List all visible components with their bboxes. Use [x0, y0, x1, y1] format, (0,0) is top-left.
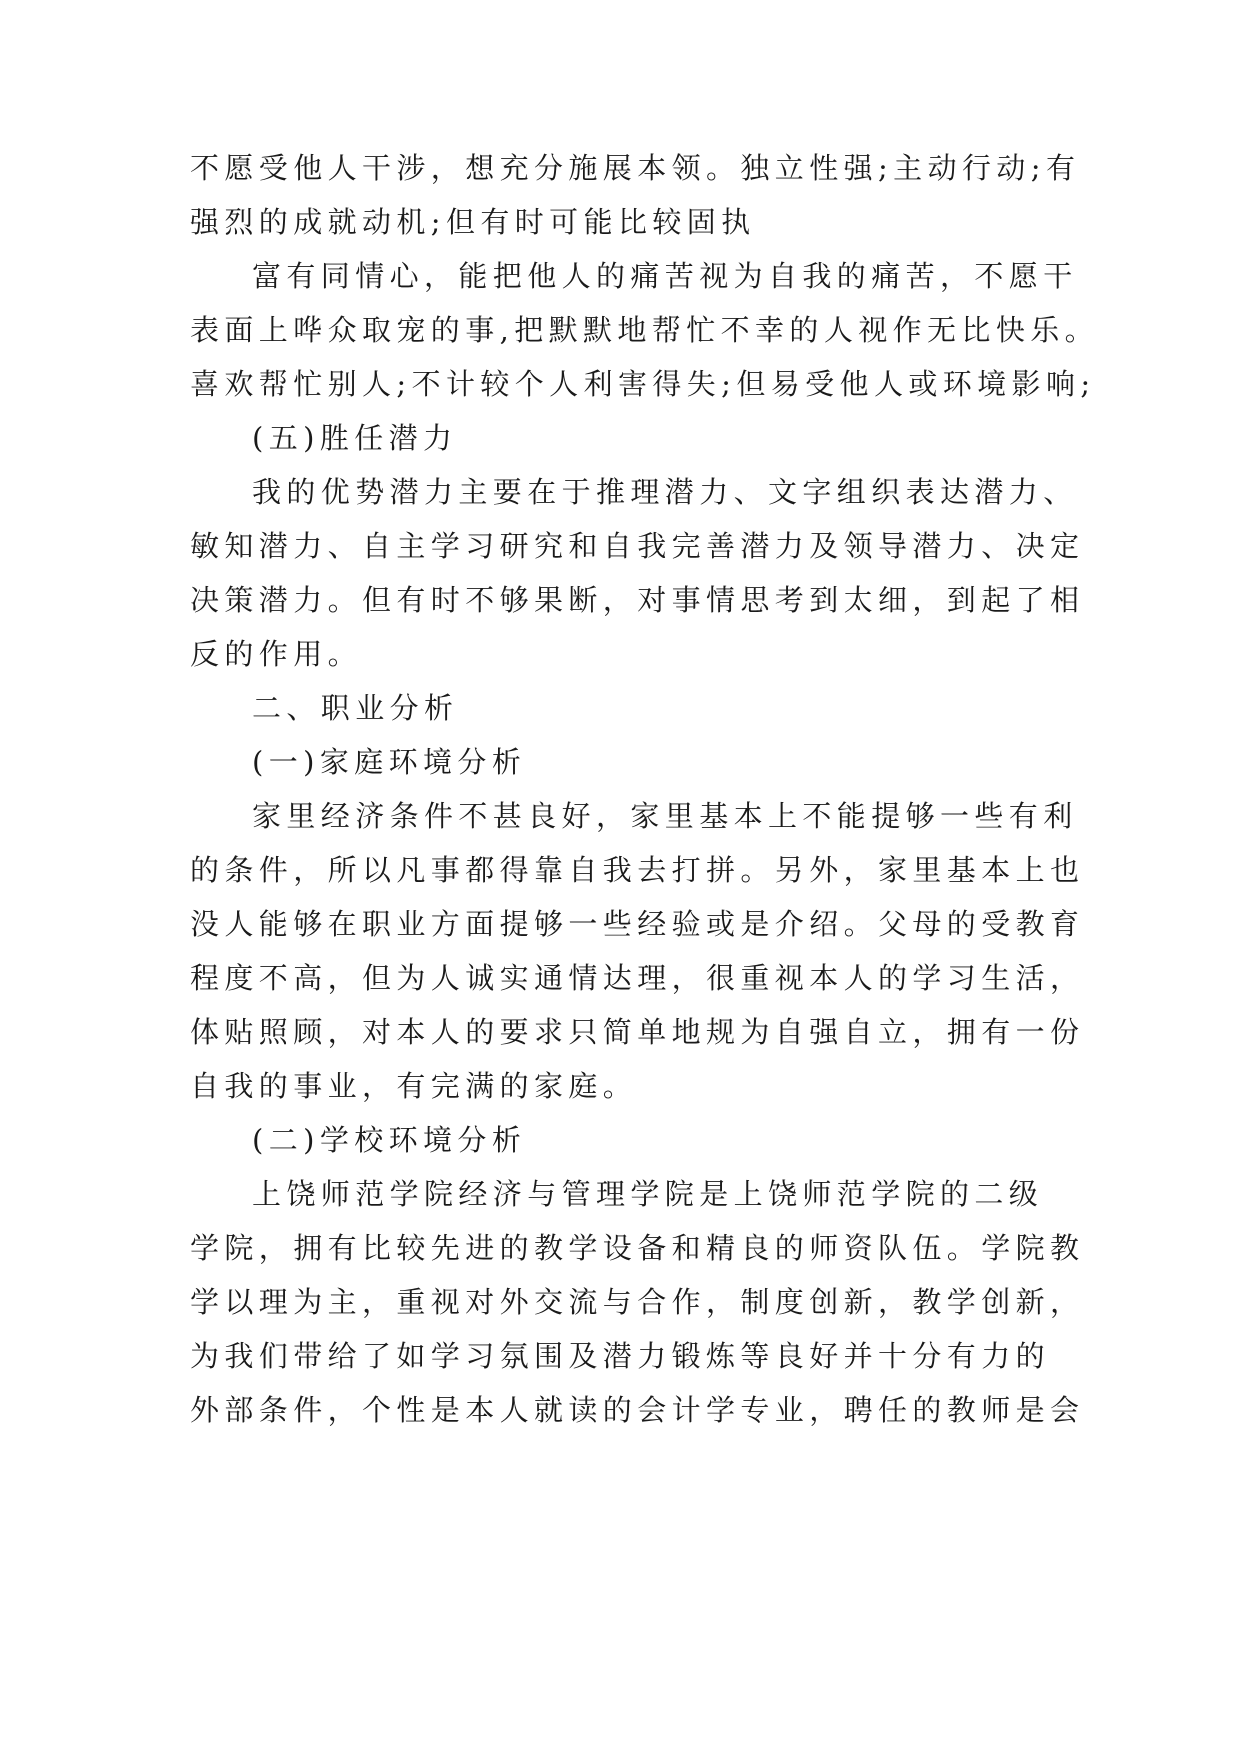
body-text-line: 强烈的成就动机;但有时可能比较固执: [190, 205, 756, 239]
body-text-line: 决策潜力。但有时不够果断，对事情思考到太细，到起了相: [190, 583, 1085, 617]
section-heading: (五)胜任潜力: [252, 421, 458, 455]
body-text-line: 表面上哗众取宠的事,把默默地帮忙不幸的人视作无比快乐。: [190, 313, 1100, 347]
paragraph-first-line: 上饶师范学院经济与管理学院是上饶师范学院的二级: [252, 1177, 1044, 1211]
section-heading: (一)家庭环境分析: [252, 745, 527, 779]
paragraph-first-line: 家里经济条件不甚良好，家里基本上不能提够一些有利: [252, 799, 1078, 833]
body-text-line: 为我们带给了如学习氛围及潜力锻炼等良好并十分有力的: [190, 1339, 1051, 1373]
body-text-line: 学以理为主，重视对外交流与合作，制度创新，教学创新，: [190, 1285, 1085, 1319]
body-text-line: 程度不高，但为人诚实通情达理，很重视本人的学习生活，: [190, 961, 1085, 995]
body-text-line: 学院，拥有比较先进的教学设备和精良的师资队伍。学院教: [190, 1231, 1085, 1265]
body-text-line: 的条件，所以凡事都得靠自我去打拼。另外，家里基本上也: [190, 853, 1085, 887]
body-text-line: 反的作用。: [190, 637, 363, 671]
body-text-line: 没人能够在职业方面提够一些经验或是介绍。父母的受教育: [190, 907, 1085, 941]
chapter-heading: 二、职业分析: [252, 691, 459, 725]
section-heading: (二)学校环境分析: [252, 1123, 527, 1157]
body-text-line: 外部条件，个性是本人就读的会计学专业，聘任的教师是会: [190, 1393, 1085, 1427]
body-text-line: 不愿受他人干涉，想充分施展本领。独立性强;主动行动;有: [190, 151, 1081, 185]
body-text-line: 体贴照顾，对本人的要求只简单地规为自强自立，拥有一份: [190, 1015, 1085, 1049]
paragraph-first-line: 富有同情心，能把他人的痛苦视为自我的痛苦，不愿干: [252, 259, 1078, 293]
body-text-line: 喜欢帮忙别人;不计较个人利害得失;但易受他人或环境影响;: [190, 367, 1096, 401]
body-text-line: 敏知潜力、自主学习研究和自我完善潜力及领导潜力、决定: [190, 529, 1085, 563]
body-text-line: 自我的事业，有完满的家庭。: [190, 1069, 638, 1103]
paragraph-first-line: 我的优势潜力主要在于推理潜力、文字组织表达潜力、: [252, 475, 1078, 509]
